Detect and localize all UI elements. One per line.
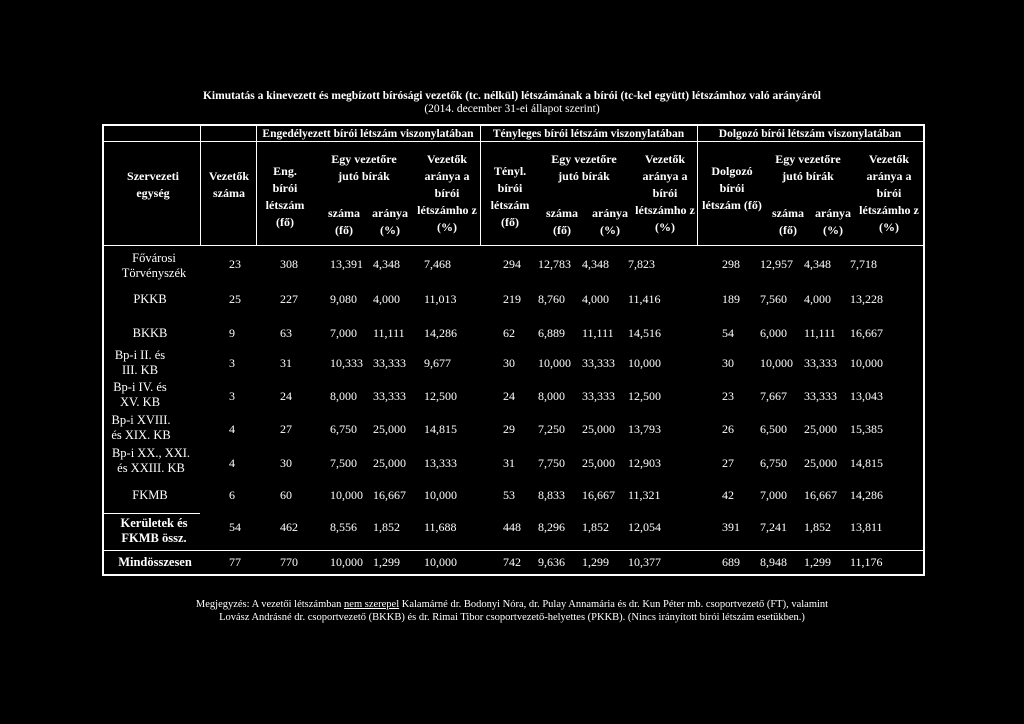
cell-eng-szama: 10,333 (330, 356, 363, 370)
cell-teny-szama: 10,000 (538, 356, 571, 370)
cell-teny-szama: 7,750 (538, 456, 565, 470)
header-vezetok-aranya-eng: Vezetők aránya a bírói létszámho z (%) (417, 152, 477, 234)
header-aranya-teny: aránya (%) (592, 206, 628, 237)
row-name-bp-xviii-xix: Bp-i XVIII. és XIX. KB (111, 413, 171, 442)
col-divider-2 (256, 126, 257, 245)
cell-teny-vez-aranya: 13,793 (628, 422, 661, 436)
cell-eng-szama: 10,000 (330, 555, 363, 569)
cell-eng-vez-aranya: 7,468 (424, 257, 451, 271)
cell-dolg-aranya: 4,348 (804, 257, 831, 271)
cell-dolg-szama: 7,000 (760, 488, 787, 502)
cell-teny-szama: 8,000 (538, 389, 565, 403)
cell-teny-letszam: 62 (503, 326, 515, 340)
cell-eng-letszam: 462 (280, 520, 298, 534)
cell-teny-aranya: 33,333 (582, 389, 615, 403)
cell-teny-aranya: 11,111 (582, 326, 614, 340)
cell-teny-vez-aranya: 11,321 (628, 488, 661, 502)
cell-eng-szama: 8,000 (330, 389, 357, 403)
col-divider-3 (480, 126, 481, 245)
cell-eng-vez-aranya: 11,013 (424, 292, 457, 306)
cell-dolg-aranya: 25,000 (804, 456, 837, 470)
header-bottom-divider (104, 245, 923, 246)
cell-teny-szama: 9,636 (538, 555, 565, 569)
cell-eng-vez-aranya: 9,677 (424, 356, 451, 370)
cell-dolg-vez-aranya: 13,043 (850, 389, 883, 403)
row-name-bkkb: BKKB (132, 326, 168, 340)
header-eng-letszam: Eng. bírói létszám (fő) (265, 164, 305, 229)
header-dolgozo-letszam: Dolgozó bírói létszám (fő) (702, 164, 762, 212)
cell-eng-szama: 9,080 (330, 292, 357, 306)
cell-dolg-aranya: 33,333 (804, 356, 837, 370)
cell-teny-vez-aranya: 12,903 (628, 456, 661, 470)
cell-eng-aranya: 25,000 (373, 456, 406, 470)
cell-dolg-szama: 7,241 (760, 520, 787, 534)
cell-teny-szama: 8,760 (538, 292, 565, 306)
cell-eng-letszam: 60 (280, 488, 292, 502)
cell-eng-szama: 8,556 (330, 520, 357, 534)
cell-vezetok: 3 (229, 356, 235, 370)
cell-dolg-szama: 12,957 (760, 257, 793, 271)
cell-teny-vez-aranya: 10,377 (628, 555, 661, 569)
cell-teny-aranya: 4,000 (582, 292, 609, 306)
cell-eng-letszam: 27 (280, 422, 292, 436)
group-header-divider (104, 141, 923, 142)
cell-eng-vez-aranya: 11,688 (424, 520, 457, 534)
cell-dolg-letszam: 42 (722, 488, 734, 502)
cell-dolg-vez-aranya: 10,000 (850, 356, 883, 370)
cell-teny-vez-aranya: 12,500 (628, 389, 661, 403)
header-szama-teny: száma (fő) (546, 206, 578, 237)
cell-teny-szama: 7,250 (538, 422, 565, 436)
cell-dolg-aranya: 1,299 (804, 555, 831, 569)
cell-eng-aranya: 4,000 (373, 292, 400, 306)
cell-vezetok: 54 (229, 520, 241, 534)
cell-dolg-vez-aranya: 14,815 (850, 456, 883, 470)
cell-eng-szama: 7,000 (330, 326, 357, 340)
cell-dolg-szama: 7,667 (760, 389, 787, 403)
cell-teny-szama: 8,833 (538, 488, 565, 502)
row-name-mindosszesen: Mindösszesen (118, 555, 192, 569)
row-name-bp-xx-xxi-xxiii: Bp-i XX., XXI. és XXIII. KB (111, 446, 191, 475)
cell-teny-vez-aranya: 11,416 (628, 292, 661, 306)
cell-vezetok: 6 (229, 488, 235, 502)
cell-eng-letszam: 30 (280, 456, 292, 470)
col-divider-1 (200, 126, 201, 245)
cell-teny-letszam: 24 (503, 389, 515, 403)
cell-eng-szama: 10,000 (330, 488, 363, 502)
cell-teny-aranya: 25,000 (582, 456, 615, 470)
header-aranya-eng: aránya (%) (372, 206, 408, 237)
note-line-1 (0, 598, 1024, 611)
cell-teny-vez-aranya: 7,823 (628, 257, 655, 271)
cell-dolg-letszam: 54 (722, 326, 734, 340)
cell-teny-letszam: 29 (503, 422, 515, 436)
cell-dolg-vez-aranya: 7,718 (850, 257, 877, 271)
cell-eng-aranya: 1,299 (373, 555, 400, 569)
row-divider-ker (104, 513, 200, 514)
cell-eng-letszam: 24 (280, 389, 292, 403)
cell-dolg-szama: 10,000 (760, 356, 793, 370)
cell-dolg-letszam: 27 (722, 456, 734, 470)
cell-teny-aranya: 25,000 (582, 422, 615, 436)
cell-dolg-aranya: 25,000 (804, 422, 837, 436)
cell-dolg-vez-aranya: 13,228 (850, 292, 883, 306)
group-engedelyezett: Engedélyezett bírói létszám viszonylatában (262, 128, 474, 140)
cell-dolg-aranya: 11,111 (804, 326, 836, 340)
cell-eng-aranya: 16,667 (373, 488, 406, 502)
note-text-2: Kalamárné dr. Bodonyi Nóra, dr. Pulay Annamária és dr. Kun Péter mb. csoportvezető (FT), valamint (399, 599, 829, 610)
cell-eng-vez-aranya: 12,500 (424, 389, 457, 403)
cell-teny-letszam: 294 (503, 257, 521, 271)
cell-dolg-letszam: 189 (722, 292, 740, 306)
row-name-pkkb: PKKB (133, 292, 167, 306)
cell-eng-letszam: 31 (280, 356, 292, 370)
cell-eng-aranya: 33,333 (373, 356, 406, 370)
cell-teny-aranya: 1,299 (582, 555, 609, 569)
row-name-kerulet-ossz: Kerületek és FKMB össz. (120, 516, 188, 545)
cell-dolg-vez-aranya: 16,667 (850, 326, 883, 340)
cell-teny-szama: 6,889 (538, 326, 565, 340)
cell-dolg-letszam: 298 (722, 257, 740, 271)
cell-dolg-vez-aranya: 13,811 (850, 520, 883, 534)
total-row-divider (104, 550, 923, 551)
cell-teny-letszam: 31 (503, 456, 515, 470)
cell-dolg-aranya: 16,667 (804, 488, 837, 502)
row-name-fkmb: FKMB (132, 488, 168, 502)
cell-eng-letszam: 770 (280, 555, 298, 569)
cell-dolg-szama: 6,500 (760, 422, 787, 436)
cell-teny-szama: 12,783 (538, 257, 571, 271)
cell-teny-letszam: 53 (503, 488, 515, 502)
cell-eng-vez-aranya: 14,286 (424, 326, 457, 340)
cell-eng-szama: 13,391 (330, 257, 363, 271)
cell-teny-aranya: 33,333 (582, 356, 615, 370)
cell-vezetok: 25 (229, 292, 241, 306)
cell-eng-aranya: 4,348 (373, 257, 400, 271)
cell-eng-aranya: 1,852 (373, 520, 400, 534)
group-dolgozo: Dolgozó bírói létszám viszonylatában (718, 128, 902, 140)
header-vezetok-szama: Vezetők száma (208, 169, 250, 200)
cell-dolg-szama: 8,948 (760, 555, 787, 569)
header-vezetok-aranya-dolg: Vezetők aránya a bírói létszámho z (%) (859, 152, 919, 234)
cell-teny-letszam: 742 (503, 555, 521, 569)
cell-dolg-szama: 6,750 (760, 456, 787, 470)
cell-teny-aranya: 1,852 (582, 520, 609, 534)
header-egy-vezetore-teny: Egy vezetőre jutó bírák (551, 152, 617, 183)
cell-eng-aranya: 25,000 (373, 422, 406, 436)
note-underlined: nem szerepel (344, 599, 400, 610)
header-szervezeti-egyseg: Szervezeti egység (127, 169, 179, 200)
header-tenyl-letszam: Tényl. bírói létszám (fő) (490, 164, 530, 229)
cell-eng-letszam: 308 (280, 257, 298, 271)
header-egy-vezetore-eng: Egy vezetőre jutó bírák (331, 152, 397, 183)
header-egy-vezetore-dolg: Egy vezetőre jutó bírák (775, 152, 841, 183)
cell-eng-aranya: 33,333 (373, 389, 406, 403)
cell-dolg-aranya: 4,000 (804, 292, 831, 306)
cell-dolg-letszam: 26 (722, 422, 734, 436)
row-name-fovarosi: Fővárosi Törvényszék (121, 251, 187, 280)
cell-dolg-aranya: 1,852 (804, 520, 831, 534)
row-name-bp-ii-iii: Bp-i II. és III. KB (114, 348, 166, 377)
cell-teny-letszam: 219 (503, 292, 521, 306)
cell-vezetok: 77 (229, 555, 241, 569)
header-aranya-dolg: aránya (%) (815, 206, 851, 237)
cell-dolg-letszam: 23 (722, 389, 734, 403)
cell-vezetok: 23 (229, 257, 241, 271)
cell-eng-vez-aranya: 10,000 (424, 488, 457, 502)
cell-teny-vez-aranya: 14,516 (628, 326, 661, 340)
cell-teny-letszam: 30 (503, 356, 515, 370)
cell-vezetok: 9 (229, 326, 235, 340)
cell-vezetok: 3 (229, 389, 235, 403)
cell-teny-szama: 8,296 (538, 520, 565, 534)
group-tenyleges: Tényleges bírói létszám viszonylatában (492, 128, 685, 140)
cell-vezetok: 4 (229, 456, 235, 470)
row-name-bp-iv-xv: Bp-i IV. és XV. KB (113, 380, 167, 409)
cell-teny-letszam: 448 (503, 520, 521, 534)
cell-vezetok: 4 (229, 422, 235, 436)
cell-dolg-aranya: 33,333 (804, 389, 837, 403)
cell-eng-szama: 6,750 (330, 422, 357, 436)
cell-dolg-vez-aranya: 14,286 (850, 488, 883, 502)
cell-teny-vez-aranya: 10,000 (628, 356, 661, 370)
cell-eng-vez-aranya: 14,815 (424, 422, 457, 436)
cell-eng-letszam: 63 (280, 326, 292, 340)
header-szama-eng: száma (fő) (328, 206, 360, 237)
page-title: Kimutatás a kinevezett és megbízott bírósági vezetők (tc. nélkül) létszámának a bírói (tc-kel együtt) létszámhoz való arányáról (202, 90, 821, 102)
cell-dolg-letszam: 30 (722, 356, 734, 370)
cell-teny-vez-aranya: 12,054 (628, 520, 661, 534)
cell-teny-aranya: 16,667 (582, 488, 615, 502)
cell-dolg-vez-aranya: 15,385 (850, 422, 883, 436)
cell-dolg-szama: 7,560 (760, 292, 787, 306)
page-subtitle: (2014. december 31-ei állapot szerint) (424, 103, 600, 115)
cell-eng-vez-aranya: 10,000 (424, 555, 457, 569)
header-vezetok-aranya-teny: Vezetők aránya a bírói létszámho z (%) (635, 152, 695, 234)
note-text-1: Megjegyzés: A vezetői létszámban (195, 599, 345, 610)
cell-eng-aranya: 11,111 (373, 326, 405, 340)
cell-eng-vez-aranya: 13,333 (424, 456, 457, 470)
cell-eng-szama: 7,500 (330, 456, 357, 470)
cell-teny-aranya: 4,348 (582, 257, 609, 271)
header-szama-dolg: száma (fő) (772, 206, 804, 237)
cell-dolg-letszam: 391 (722, 520, 740, 534)
note-line-2: Lovász Andrásné dr. csoportvezető (BKKB) és dr. Rimai Tibor csoportvezető-helyettes (PKKB). (Nincs irányított bírói létszám esetükben.) (219, 612, 805, 623)
cell-dolg-vez-aranya: 11,176 (850, 555, 883, 569)
cell-dolg-letszam: 689 (722, 555, 740, 569)
cell-dolg-szama: 6,000 (760, 326, 787, 340)
cell-eng-letszam: 227 (280, 292, 298, 306)
